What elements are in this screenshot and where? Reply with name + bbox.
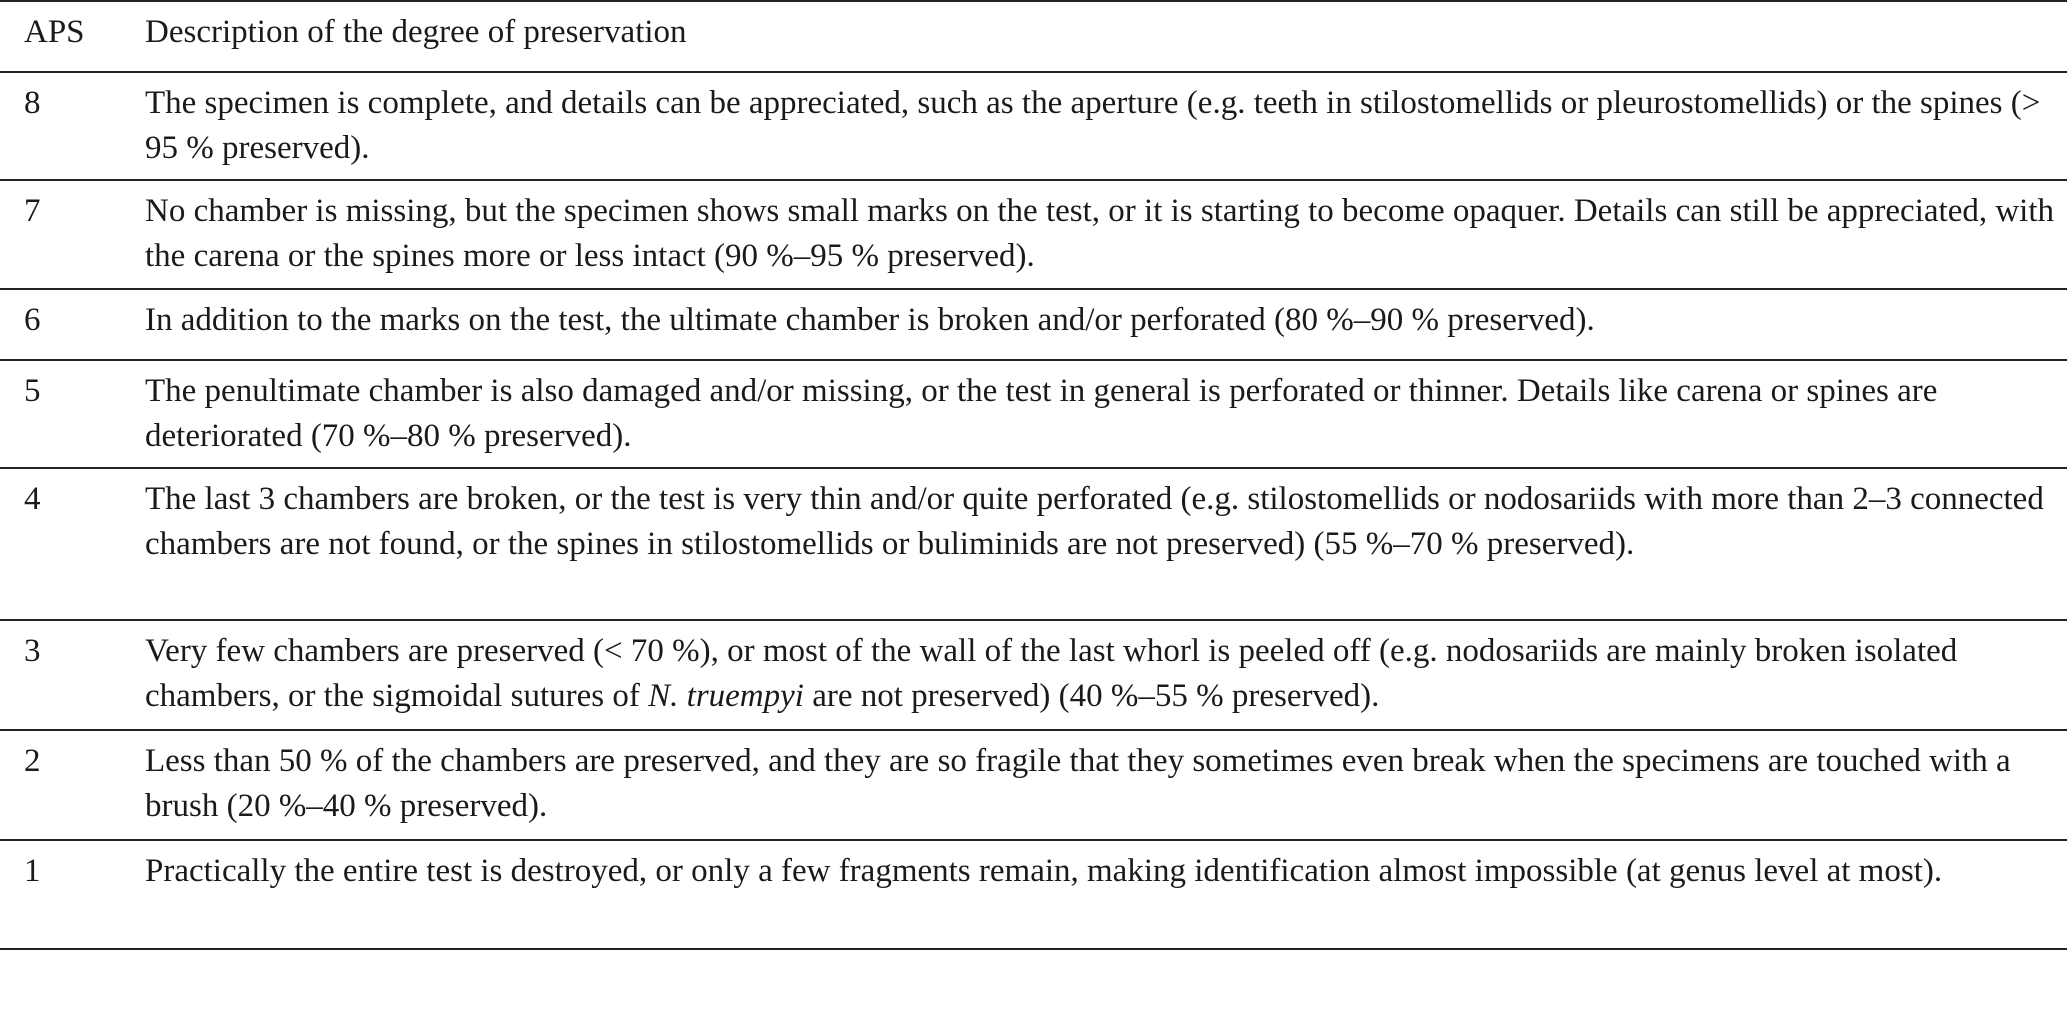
table-row (0, 469, 2067, 621)
aps-score: 7 (24, 193, 41, 229)
aps-score: 3 (24, 633, 41, 669)
table-row (0, 731, 2067, 841)
aps-score: 8 (24, 85, 41, 121)
table-row (0, 181, 2067, 290)
aps-score: 6 (24, 302, 41, 338)
description-cell: Less than 50 % of the chambers are preserved, and they are so fragile that they sometimes even break when the specimens are touched with a brush (20 %–40 % preserved). (145, 743, 2011, 824)
description-text: are not preserved) (40 %–55 % preserved). (803, 678, 1380, 714)
description-cell: No chamber is missing, but the specimen shows small marks on the test, or it is starting to become opaquer. Details can still be appreciated, with the carena or the spines more or less intact (90 %–95 % preserved). (145, 193, 2055, 274)
header-description: Description of the degree of preservation (145, 14, 687, 50)
aps-score: 2 (24, 743, 41, 779)
description-cell: The penultimate chamber is also damaged and/or missing, or the test in general is perforated or thinner. Details like carena or spines are deteriorated (70 %–80 % preserved). (145, 373, 1938, 454)
table-row (0, 841, 2067, 950)
table-row (0, 621, 2067, 731)
aps-score: 1 (24, 853, 41, 889)
description-cell: In addition to the marks on the test, the ultimate chamber is broken and/or perforated (80 %–90 % preserved). (145, 302, 1595, 338)
aps-score: 5 (24, 373, 41, 409)
table-header-row (0, 2, 2067, 73)
description-cell: The specimen is complete, and details can be appreciated, such as the aperture (e.g. teeth in stilostomellids or pleurostomellids) or the spines (> 95 % preserved). (145, 85, 2041, 166)
description-cell (145, 629, 2067, 719)
species-name: N. truempyi (648, 678, 804, 714)
table-row (0, 361, 2067, 469)
table-row (0, 290, 2067, 361)
table-row (0, 73, 2067, 181)
description-cell: Practically the entire test is destroyed, or only a few fragments remain, making identification almost impossible (at genus level at most). (145, 853, 1943, 889)
description-cell: The last 3 chambers are broken, or the test is very thin and/or quite perforated (e.g. stilostomellids or nodosariids with more than 2–3 connected chambers are not found, or the spines in stilostomellids or buliminids are not preserved) (55 %–70 % preserved). (145, 481, 2044, 562)
description-text: Very few chambers are preserved (< 70 %), or most of the wall of the last whorl is peeled off (e.g. nodosariids are mainly broken isolated chambers, or the sigmoidal sutures of (145, 633, 1958, 714)
header-aps: APS (24, 14, 85, 50)
aps-score: 4 (24, 481, 41, 517)
